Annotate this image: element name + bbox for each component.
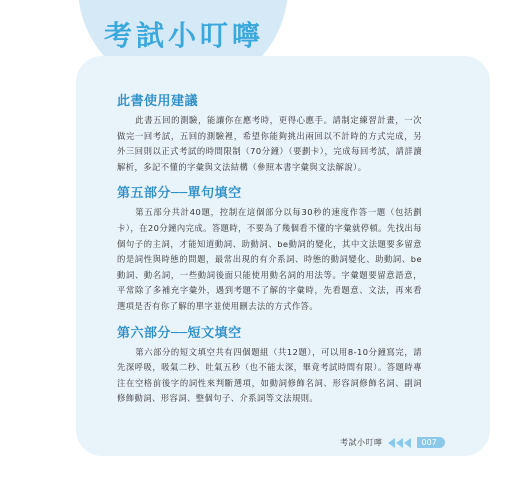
section-body-part5: 第五部分共計40題，控制在這個部分以每30秒的速度作答一題（包括劃卡），在20分鐘內完成。答題時，不要為了幾個看不懂的字彙就停頓。先找出每個句子的主詞，才能知道動詞、助動詞、be動詞的變化，其中文法題要多留意的是詞性與時態的問題，最常出現的有介系詞、時態的動詞變化、助動詞、be動詞、動名詞，一些動詞後面只能使用動名詞的用法等。字彙題要留意語意，平常除了多補充字彙外，遇到考題不了解的字彙時，先看題意、文法，再來看選項是否有你了解的單字並使用刪去法的方式作答。 <box>117 207 422 311</box>
page-footer <box>340 437 445 448</box>
section-title-part5: 第五部分──單句填空 <box>117 186 242 202</box>
page-title: 考試小叮嚀 <box>104 19 265 52</box>
section-title-usage: 此書使用建議 <box>117 94 199 109</box>
arrow-left-icon <box>404 438 411 448</box>
section-title-part6: 第六部分──短文填空 <box>117 325 242 341</box>
triple-arrow-icon <box>388 438 412 448</box>
arrow-left-icon <box>396 438 403 448</box>
section-body-usage: 此書五回的測驗，能讓你在應考時，更得心應手。請制定練習計畫，一次做完一回考試，五回的測驗裡，希望你能夠挑出兩回以不計時的方式完成，另外三回則以正式考試的時間限制（70分鐘）（要劃卡），完成每回考試，請詳讀解析，多記不懂的字彙與文法結構（參照本書字彙與文法解說）。 <box>117 115 422 172</box>
page-number: 007 <box>417 437 445 448</box>
section-body-part6: 第六部分的短文填空共有四個題組（共12題），可以用8-10分鐘寫完，請先深呼吸，吸氣二秒、吐氣五秒（也不能太深，畢竟考試時間有限）。答題時專注在空格前後字的詞性來判斷選項，如動詞修飾名詞、形容詞修飾名詞、副詞修飾動詞、形容詞、整個句子、介系詞等文法規則。 <box>117 346 422 404</box>
footer-label: 考試小叮嚀 <box>340 438 383 447</box>
arrow-left-icon <box>388 438 395 448</box>
content-body <box>117 93 422 407</box>
